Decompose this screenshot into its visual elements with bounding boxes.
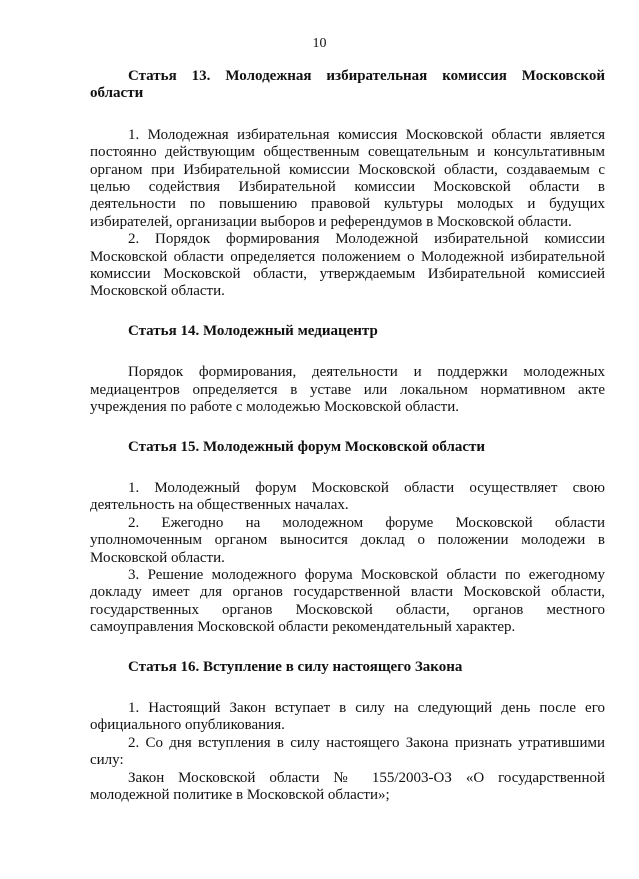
article-paragraph: Закон Московской области № 155/2003-ОЗ «О государственной молодежной политике в Московской области»; (90, 769, 605, 803)
article-paragraph: Порядок формирования, деятельности и поддержки молодежных медиацентров определяется в уставе или локальном нормативном акте учреждения по работе с молодежью Московской области. (90, 364, 605, 416)
article-16 (90, 659, 605, 805)
page-number: 10 (312, 36, 327, 51)
article-15 (90, 439, 605, 637)
article-paragraph: 1. Молодежный форум Московской области осуществляет свою деятельность на общественных началах. (90, 479, 605, 514)
article-paragraph: 2. Порядок формирования Молодежной избирательной комиссии Московской области определяется положением о Молодежной избирательной комиссии Московской области, утверждаемым Избирательной комиссией Московской области. (90, 231, 605, 300)
article-paragraph: 2. Ежегодно на молодежном форуме Московской области уполномоченным органом выносится доклад о положении молодежи в Московской области. (90, 514, 605, 566)
article-paragraph: 2. Со дня вступления в силу настоящего Закона признать утратившими силу: (90, 734, 605, 769)
article-heading: Статья 15. Молодежный форум Московской области (128, 438, 486, 455)
article-14 (90, 323, 605, 417)
article-paragraph: 1. Настоящий Закон вступает в силу на следующий день после его официального опубликования. (90, 699, 605, 734)
article-heading: Статья 13. Молодежная избирательная комиссия Московской области (90, 68, 605, 102)
article-13 (90, 68, 605, 301)
article-heading: Статья 16. Вступление в силу настоящего Закона (128, 658, 463, 675)
article-heading: Статья 14. Молодежный медиацентр (128, 322, 378, 339)
document-body (90, 68, 605, 804)
article-paragraph: 3. Решение молодежного форума Московской области по ежегодному докладу имеет для органов государственной власти Московской области, государственных органов Московской области, органов местного самоуправления Московской области рекомендательный характер. (90, 566, 605, 636)
article-paragraph: 1. Молодежная избирательная комиссия Московской области является постоянно действующим общественным совещательным и консультативным органом при Избирательной комиссии Московской области, создаваемым с целью содействия Избирательной комиссии Московской области в деятельности по повышению правовой культуры молодых и будущих избирателей, организации выборов и референдумов в Московской области. (90, 126, 605, 230)
